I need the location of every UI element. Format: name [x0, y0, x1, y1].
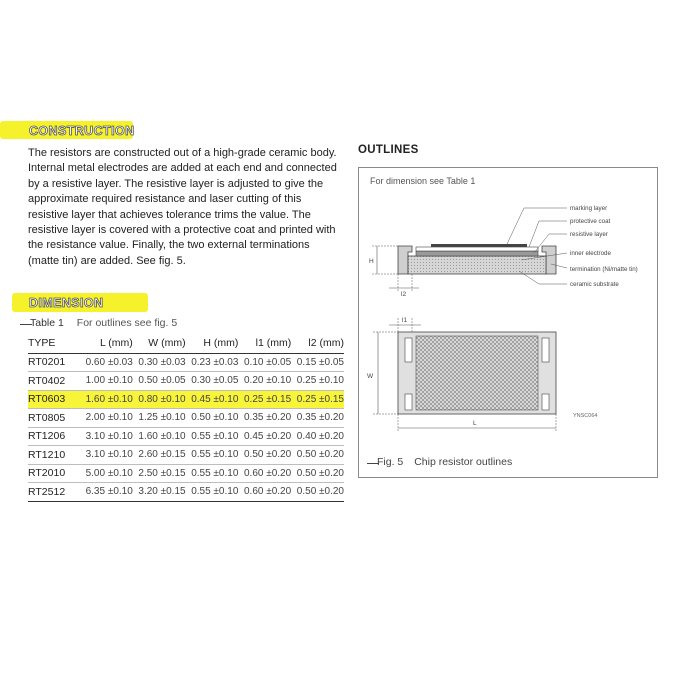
- chip-resistor-drawing: [359, 168, 659, 479]
- cell-l2: 0.40 ±0.20: [291, 427, 344, 446]
- top-pad-tr: [542, 338, 549, 362]
- cell-type: RT1206: [28, 427, 80, 446]
- caption-rule: [20, 324, 32, 325]
- cell-l1: 0.60 ±0.20: [238, 464, 291, 483]
- figure-panel: [358, 167, 658, 478]
- cell-h: 0.23 ±0.03: [186, 353, 239, 372]
- col-l: L (mm): [80, 333, 133, 353]
- table-label: Table 1: [30, 317, 64, 329]
- cell-l1: 0.10 ±0.05: [238, 353, 291, 372]
- construction-paragraph: The resistors are constructed out of a high-grade ceramic body. Internal metal electrodes are added at each end and connected by a resistive layer. The resistive layer is adjusted to give the approximate required resistance and laser cutting of this resistive layer that achieves tolerance trims the value. The resistive layer is covered with a protective coat and printed with the resistance value. Finally, the two external terminations (matte tin) are added. See fig. 5.: [28, 147, 337, 267]
- table-row: [28, 372, 344, 391]
- cell-h: 0.45 ±0.10: [186, 390, 239, 409]
- col-w: W (mm): [133, 333, 186, 353]
- table-row: [28, 446, 344, 465]
- cell-w: 0.80 ±0.10: [133, 390, 186, 409]
- cell-l1: 0.45 ±0.20: [238, 427, 291, 446]
- table-header-row: [28, 333, 344, 353]
- cell-type: RT0603: [28, 390, 80, 409]
- cell-l: 5.00 ±0.10: [80, 464, 133, 483]
- cell-type: RT0201: [28, 353, 80, 372]
- cell-h: 0.55 ±0.10: [186, 464, 239, 483]
- cell-l: 2.00 ±0.10: [80, 409, 133, 428]
- cell-h: 0.55 ±0.10: [186, 446, 239, 465]
- cell-type: RT2010: [28, 464, 80, 483]
- cell-type: RT0805: [28, 409, 80, 428]
- col-l2: l2 (mm): [291, 333, 344, 353]
- l-label: L: [473, 420, 477, 427]
- cell-l1: 0.60 ±0.20: [238, 483, 291, 502]
- table-row: [28, 464, 344, 483]
- cell-w: 2.50 ±0.15: [133, 464, 186, 483]
- table-row: [28, 353, 344, 372]
- label-inner-electrode: inner electrode: [570, 250, 611, 257]
- cell-l1: 0.35 ±0.20: [238, 409, 291, 428]
- cell-w: 0.30 ±0.03: [133, 353, 186, 372]
- cell-l2: 0.35 ±0.20: [291, 409, 344, 428]
- label-termination: termination (Ni/matte tin): [570, 266, 638, 273]
- cell-w: 1.60 ±0.10: [133, 427, 186, 446]
- cell-h: 0.55 ±0.10: [186, 483, 239, 502]
- protective-coat: [416, 247, 538, 251]
- table-note: For outlines see fig. 5: [76, 317, 178, 329]
- cell-type: RT1210: [28, 446, 80, 465]
- table-row: [28, 483, 344, 502]
- table-row: [28, 390, 344, 409]
- cell-l: 1.60 ±0.10: [80, 390, 133, 409]
- top-pad-tl: [405, 338, 412, 362]
- cell-h: 0.30 ±0.05: [186, 372, 239, 391]
- w-label: W: [367, 373, 374, 380]
- cell-l: 3.10 ±0.10: [80, 427, 133, 446]
- col-type: TYPE: [28, 333, 80, 353]
- col-h: H (mm): [186, 333, 239, 353]
- cell-type: RT0402: [28, 372, 80, 391]
- table-row: [28, 409, 344, 428]
- marking-layer: [431, 244, 527, 247]
- cell-l: 6.35 ±0.10: [80, 483, 133, 502]
- drawing-code: YNSC064: [573, 413, 598, 419]
- figure-caption-text: Chip resistor outlines: [414, 456, 513, 468]
- outlines-heading: OUTLINES: [358, 144, 419, 156]
- cell-w: 0.50 ±0.05: [133, 372, 186, 391]
- cell-l: 1.00 ±0.10: [80, 372, 133, 391]
- cell-l2: 0.25 ±0.10: [291, 372, 344, 391]
- caption-rule: [367, 463, 379, 464]
- table-row: [28, 427, 344, 446]
- cell-w: 3.20 ±0.15: [133, 483, 186, 502]
- cell-l1: 0.25 ±0.15: [238, 390, 291, 409]
- figure-caption: [377, 456, 512, 468]
- resistive-layer: [416, 251, 538, 256]
- ceramic-substrate: [408, 256, 546, 274]
- figure-label: Fig. 5: [377, 456, 404, 468]
- h-label: H: [369, 258, 374, 265]
- cell-l2: 0.50 ±0.20: [291, 446, 344, 465]
- dimension-table: [28, 333, 344, 502]
- l1-label: l1: [402, 317, 408, 324]
- top-pad-br: [542, 394, 549, 410]
- cell-l1: 0.20 ±0.10: [238, 372, 291, 391]
- l2-label: l2: [401, 291, 407, 298]
- cell-l2: 0.25 ±0.15: [291, 390, 344, 409]
- cell-w: 1.25 ±0.10: [133, 409, 186, 428]
- top-resistive-area: [416, 336, 538, 410]
- col-l1: l1 (mm): [238, 333, 291, 353]
- label-ceramic-substrate: ceramic substrate: [570, 281, 619, 288]
- figure-note: For dimension see Table 1: [370, 176, 476, 186]
- cell-l2: 0.50 ±0.20: [291, 483, 344, 502]
- side-view: [369, 244, 556, 298]
- table-caption: [30, 317, 177, 329]
- dimension-heading: DIMENSION: [29, 296, 104, 310]
- construction-heading: CONSTRUCTION: [29, 124, 135, 138]
- cell-l2: 0.15 ±0.05: [291, 353, 344, 372]
- cell-l2: 0.50 ±0.20: [291, 464, 344, 483]
- table-body: [28, 353, 344, 501]
- cell-h: 0.50 ±0.10: [186, 409, 239, 428]
- top-pad-bl: [405, 394, 412, 410]
- label-resistive-layer: resistive layer: [570, 231, 608, 238]
- label-protective-coat: protective coat: [570, 218, 611, 225]
- cell-l: 0.60 ±0.03: [80, 353, 133, 372]
- label-marking-layer: marking layer: [570, 205, 608, 212]
- cell-w: 2.60 ±0.15: [133, 446, 186, 465]
- cell-l: 3.10 ±0.10: [80, 446, 133, 465]
- cell-type: RT2512: [28, 483, 80, 502]
- cell-l1: 0.50 ±0.20: [238, 446, 291, 465]
- cell-h: 0.55 ±0.10: [186, 427, 239, 446]
- top-view: [367, 317, 597, 432]
